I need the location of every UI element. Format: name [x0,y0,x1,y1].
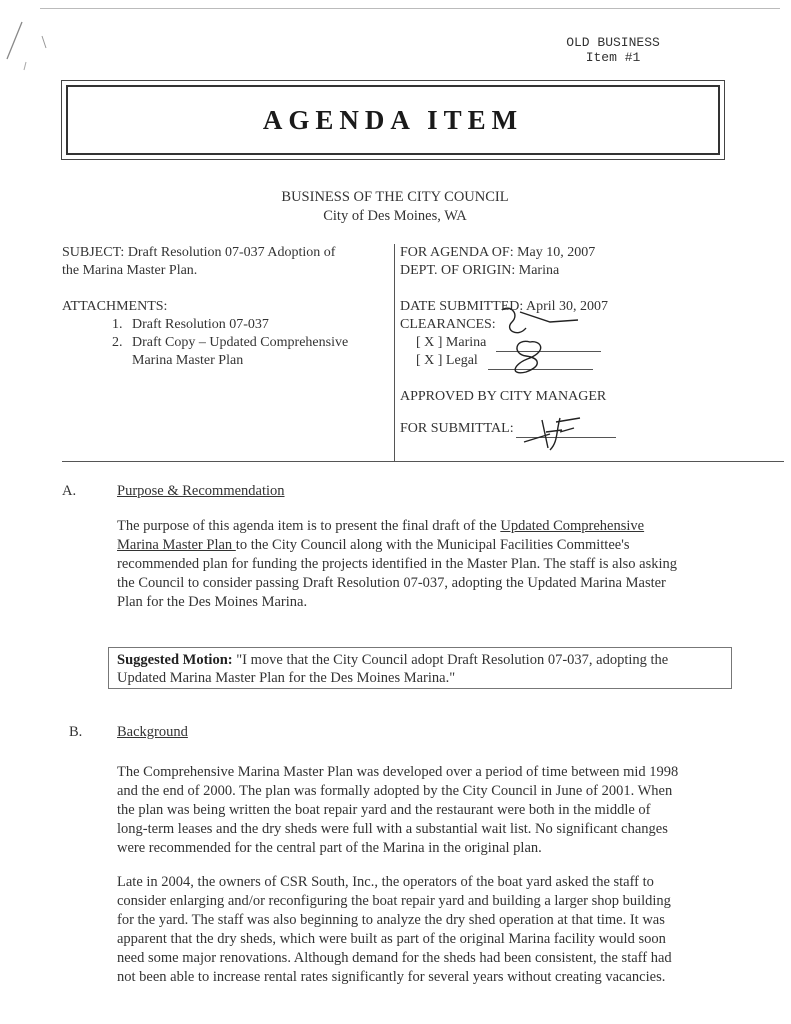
section-b-title: Background [117,724,188,740]
section-b-line: the plan was being written the boat repair yard and the restaurant were both in the middle of [117,802,651,818]
master-plan-link: Updated Comprehensive [500,518,645,534]
section-b-line: were recommended for the central part of the Marina in the original plan. [117,840,542,856]
old-business-label [553,35,673,65]
attachment-text-cont: Marina Master Plan [132,353,244,368]
suggested-motion-box [108,647,732,689]
section-a-text: The purpose of this agenda item is to present the final draft of the [117,518,501,534]
section-a-text: to the City Council along with the Municipal Facilities Committee's [235,537,630,553]
section-a-line: the Council to consider passing Draft Resolution 07-037, adopting the Updated Marina Master [117,575,666,591]
column-divider [394,244,395,462]
council-line2: City of Des Moines, WA [323,208,467,224]
agenda-of: FOR AGENDA OF: May 10, 2007 [400,245,596,260]
attachment-item [62,316,387,334]
section-b-letter: B. [69,724,83,740]
top-edge-rule [40,8,780,9]
section-b-line: consider enlarging and/or reconfiguring the boat repair yard and building a larger shop building [117,893,671,909]
motion-label: Suggested Motion: [117,652,233,668]
city-manager-initials [520,412,600,452]
section-a-paragraph [117,517,757,612]
for-submittal-label: FOR SUBMITTAL: [400,421,514,436]
section-a-title: Purpose & Recommendation [117,483,285,499]
agenda-title: AGENDA ITEM [262,104,524,135]
attachments-label: ATTACHMENTS: [62,299,168,314]
motion-text: "I move that the City Council adopt Draft Resolution 07-037, adopting the [232,652,669,668]
section-b-line: and the end of 2000. The plan was formally adopted by the City Council in June of 2001. When [117,783,673,799]
clearance-marina-label: [ X ] Marina [416,335,487,350]
section-b-paragraph-2 [117,873,767,987]
attachments-list [62,316,387,370]
attachment-item [62,334,387,352]
section-b-line: need some major renovations. Although demand for the sheds had been consistent, the staff had [117,950,672,966]
clearances-label: CLEARANCES: [400,317,496,332]
agenda-banner-inner [66,85,720,155]
left-info-column [62,244,387,370]
attachment-text: Draft Resolution 07-037 [132,317,269,332]
section-b-line: for the yard. The staff was also beginning to analyze the dry shed operation at that time. It was [117,912,665,928]
attachment-number: 2. [112,335,123,350]
agenda-banner [61,80,725,160]
master-plan-link-cont: Marina Master Plan [117,537,236,553]
section-b-line: The Comprehensive Marina Master Plan was developed over a period of time between mid 1998 [117,764,679,780]
item-number-text: Item #1 [585,50,641,65]
section-b-line: Late in 2004, the owners of CSR South, Inc., the operators of the boat yard asked the staff to [117,874,654,890]
council-heading [200,188,590,226]
clearance-signature [490,302,600,382]
motion-line1 [117,651,723,669]
date-submitted: DATE SUBMITTED: April 30, 2007 [400,299,609,314]
old-business-text: OLD BUSINESS [566,35,660,50]
section-a-line [117,517,757,536]
margin-scribble [2,14,52,74]
approved-by-label: APPROVED BY CITY MANAGER [400,389,607,404]
dept-of-origin: DEPT. OF ORIGIN: Marina [400,263,560,278]
section-a-line [117,536,757,555]
attachment-number: 1. [112,317,123,332]
section-b-line: long-term leases and the dry sheds were full with a substantial wait list. No significant changes [117,821,668,837]
attachment-text: Draft Copy – Updated Comprehensive [132,335,349,350]
attachment-item-cont [62,352,387,370]
header-bottom-rule [62,461,784,462]
section-a-line: Plan for the Des Moines Marina. [117,594,308,610]
subject-line2: the Marina Master Plan. [62,263,198,278]
section-b-line: apparent that the dry sheds, which were built as part of the original Marina facility would soon [117,931,666,947]
section-b-line: not been able to increase rental rates significantly for several years without creating vacancies. [117,969,666,985]
section-a-letter: A. [62,483,77,499]
clearance-legal-label: [ X ] Legal [416,353,478,368]
subject-line1: SUBJECT: Draft Resolution 07-037 Adoption of [62,245,336,260]
section-a-line: recommended plan for funding the projects identified in the Master Plan. The staff is also asking [117,556,677,572]
council-line1: BUSINESS OF THE CITY COUNCIL [281,189,509,205]
section-b-paragraph-1 [117,763,767,858]
motion-line2: Updated Marina Master Plan for the Des Moines Marina." [117,670,456,686]
